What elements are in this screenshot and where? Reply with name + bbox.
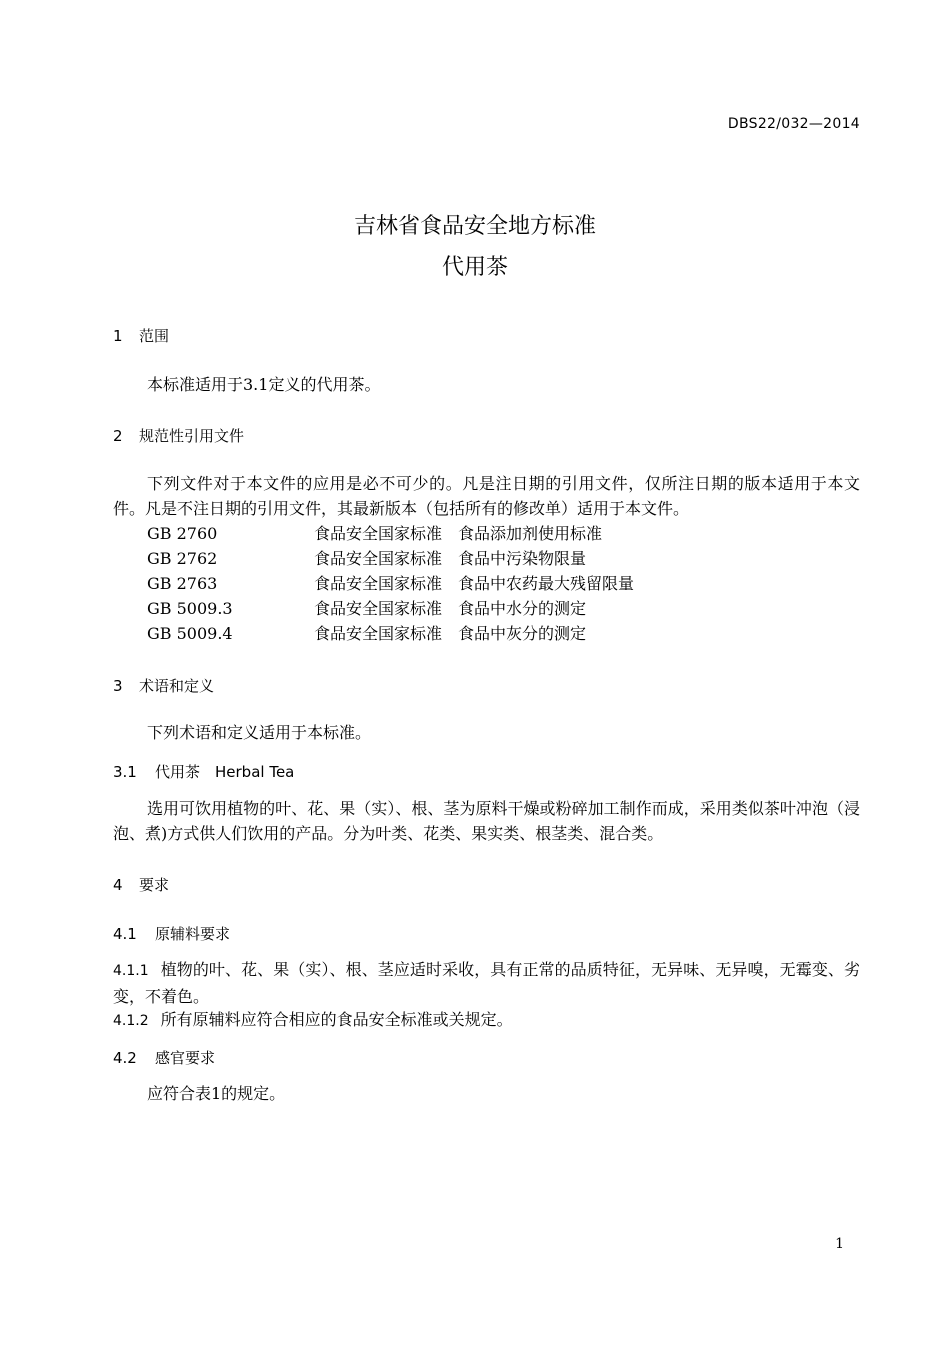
- section-number: 1: [113, 327, 123, 345]
- reference-title: 食品安全国家标准 食品中灰分的测定: [314, 624, 587, 643]
- subsection-number: 4.1: [113, 925, 137, 943]
- subsection-number: 3.1: [113, 763, 137, 781]
- subsection-title: 感官要求: [155, 1049, 216, 1067]
- reference-title: 食品安全国家标准 食品中水分的测定: [314, 599, 587, 618]
- subsection-3-1-heading: [113, 761, 294, 782]
- subsection-4-2-heading: [113, 1047, 215, 1068]
- subsection-4-1-heading: [113, 923, 230, 944]
- page-number: 1: [835, 1236, 844, 1252]
- reference-code: GB 5009.3: [147, 599, 233, 618]
- subsection-3-1-text: 选用可饮用植物的叶、花、果（实）、根、茎为原料干燥或粉碎加工制作而成，采用类似茶叶冲泡（浸泡、煮)方式供人们饮用的产品。分为叶类、花类、果实类、根茎类、混合类。: [113, 799, 860, 843]
- subsection-title: 代用茶 Herbal Tea: [155, 763, 295, 781]
- reference-title: 食品安全国家标准 食品中污染物限量: [314, 549, 587, 568]
- clause-4-1-2: [113, 1007, 860, 1034]
- clause-text: 所有原辅料应符合相应的食品安全标准或关规定。: [160, 1010, 513, 1029]
- reference-title: 食品安全国家标准 食品添加剂使用标准: [314, 524, 603, 543]
- section-number: 2: [113, 427, 123, 445]
- section-title: 规范性引用文件: [139, 427, 245, 445]
- document-code: DBS22/032—2014: [727, 116, 860, 132]
- reference-code: GB 2762: [147, 549, 218, 568]
- document-subtitle: 代用茶: [441, 255, 508, 280]
- reference-code: GB 2760: [147, 524, 218, 543]
- subsection-number: 4.2: [113, 1049, 137, 1067]
- section-3-heading: [113, 675, 214, 696]
- section-title: 要求: [139, 876, 170, 894]
- section-2-text: 下列文件对于本文件的应用是必不可少的。凡是注日期的引用文件，仅所注日期的版本适用于本文件。凡是不注日期的引用文件，其最新版本（包括所有的修改单）适用于本文件。: [113, 474, 860, 518]
- section-title: 范围: [139, 327, 170, 345]
- clause-number: 4.1.1: [113, 963, 149, 979]
- clause-4-1-1: [113, 957, 860, 1009]
- subsection-4-2-text: 应符合表1的规定。: [147, 1084, 286, 1103]
- section-4-heading: [113, 874, 169, 895]
- section-number: 4: [113, 876, 123, 894]
- section-number: 3: [113, 677, 123, 695]
- section-3-text: 下列术语和定义适用于本标准。: [147, 723, 372, 742]
- reference-code: GB 2763: [147, 574, 218, 593]
- section-title: 术语和定义: [139, 677, 215, 695]
- clause-text: 植物的叶、花、果（实）、根、茎应适时采收，具有正常的品质特征，无异味、无异嗅，无霉变、劣变，不着色。: [113, 960, 860, 1006]
- section-2-heading: [113, 425, 244, 446]
- subsection-title: 原辅料要求: [155, 925, 231, 943]
- section-1-text: 本标准适用于3.1定义的代用茶。: [147, 375, 381, 394]
- document-title: 吉林省食品安全地方标准: [353, 214, 596, 239]
- section-1-heading: [113, 325, 169, 346]
- clause-number: 4.1.2: [113, 1013, 149, 1029]
- reference-title: 食品安全国家标准 食品中农药最大残留限量: [314, 574, 635, 593]
- reference-code: GB 5009.4: [147, 624, 233, 643]
